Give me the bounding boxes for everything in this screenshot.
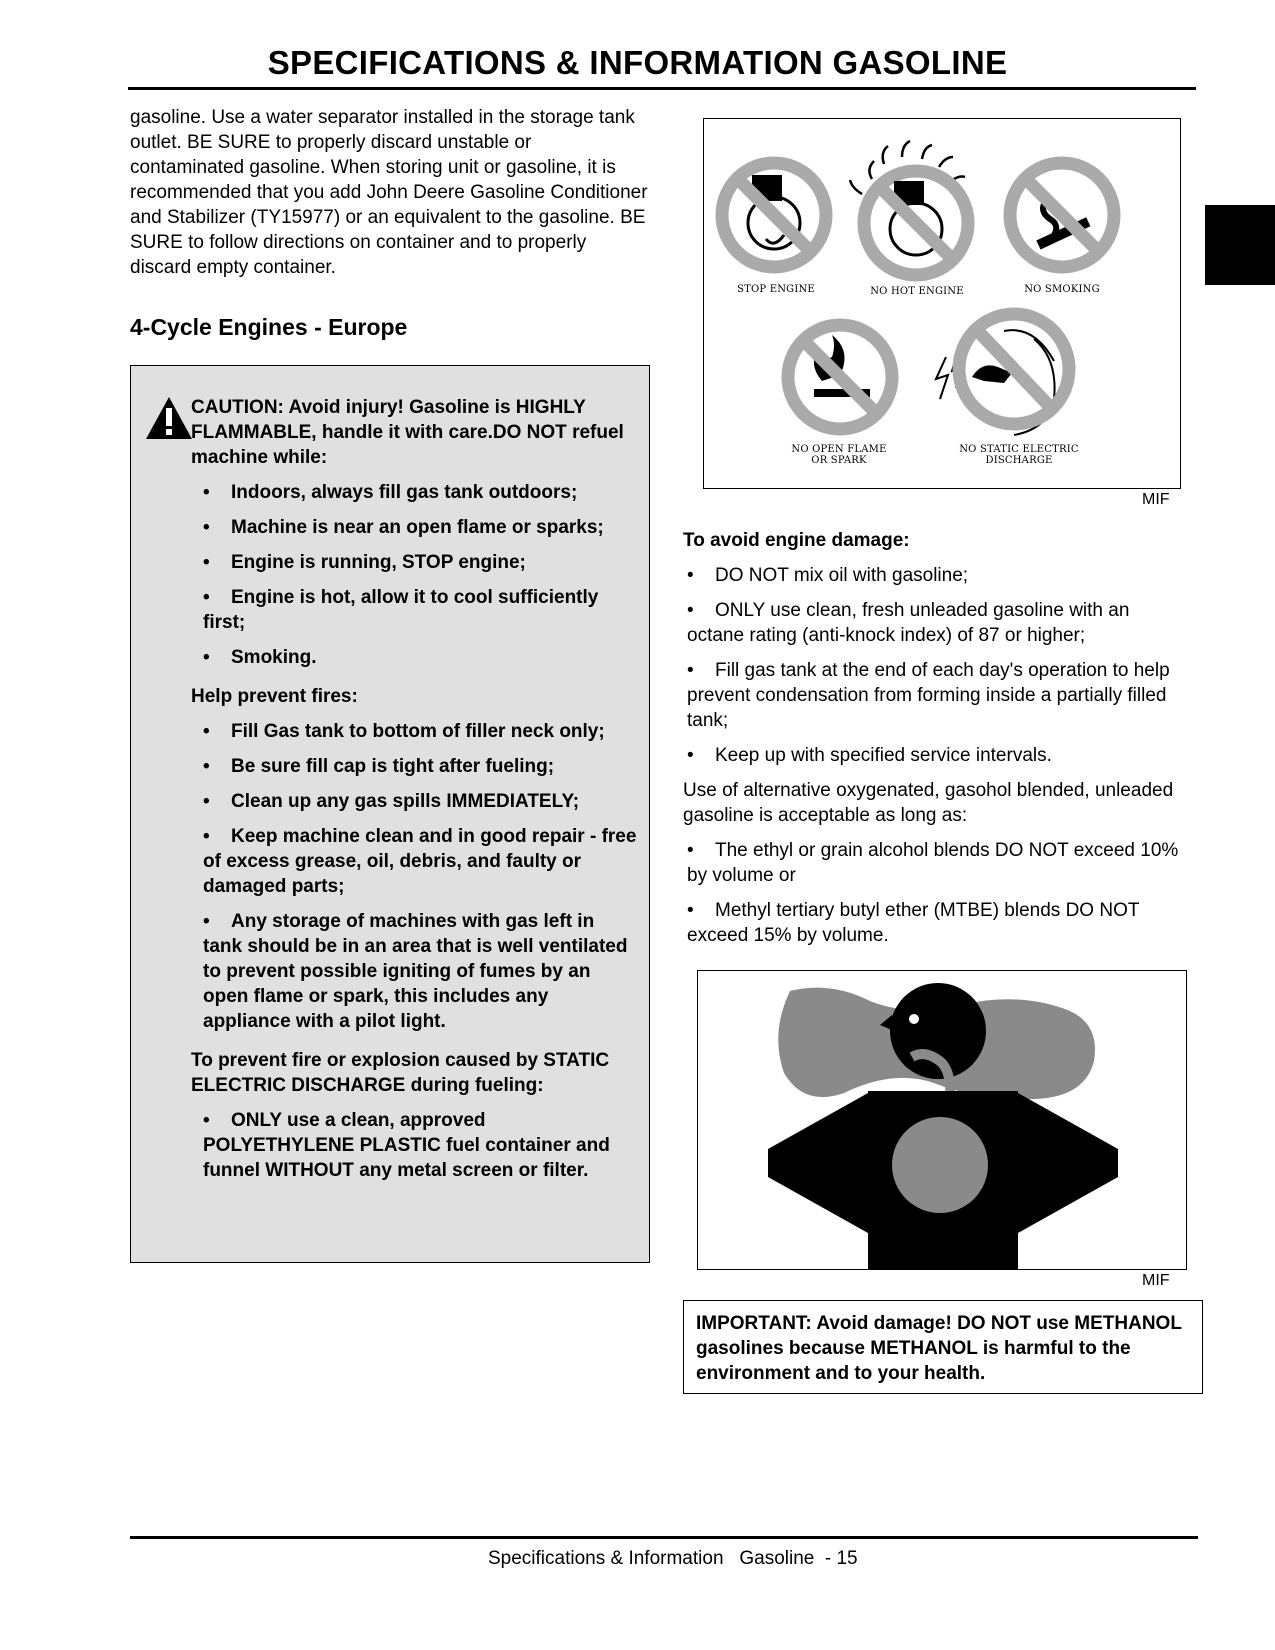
caption-no-smoking: NO SMOKING [1024, 284, 1100, 295]
no-static-discharge-icon [936, 314, 1069, 435]
figure1-label: MIF [1142, 491, 1170, 508]
caution-box [130, 365, 650, 1263]
caption-no-static: NO STATIC ELECTRIC DISCHARGE [959, 444, 1079, 466]
caution-item-hot: • Engine is hot, allow it to cool sufficiently first; [199, 585, 637, 635]
static-item-container: • ONLY use a clean, approved POLYETHYLENE PLASTIC fuel container and funnel WITHOUT any metal screen or filter. [199, 1108, 637, 1183]
alt-item-ethyl: • The ethyl or grain alcohol blends DO NOT exceed 10% by volume or [683, 838, 1183, 888]
caution-item-flame: • Machine is near an open flame or sparks; [199, 515, 637, 540]
engine-damage-heading: To avoid engine damage: [683, 530, 910, 551]
safety-symbols-illustration [704, 119, 1182, 490]
no-open-flame-icon [788, 325, 892, 429]
prevent-item-spills: • Clean up any gas spills IMMEDIATELY; [199, 789, 637, 814]
prevent-item-storage: • Any storage of machines with gas left in tank should be in an area that is well ventilated to prevent possible igniting of fumes by an open flame or spark, this includes any appliance with a pilot light. [199, 909, 637, 1034]
footer-rule [130, 1536, 1198, 1539]
prevent-heading: Help prevent fires: [191, 686, 358, 707]
page-title: SPECIFICATIONS & INFORMATION GASOLINE [267, 44, 1008, 81]
alt-item-mtbe: • Methyl tertiary butyl ether (MTBE) blends DO NOT exceed 15% by volume. [683, 898, 1183, 948]
page-footer: Specifications & Information Gasoline - 15 [488, 1548, 858, 1569]
engine-damage-section [683, 528, 1183, 958]
alt-fuel-intro: Use of alternative oxygenated, gasohol blended, unleaded gasoline is acceptable as long as: [683, 780, 1174, 826]
stop-engine-icon [722, 163, 826, 267]
left-column [130, 105, 650, 341]
prevent-item-clean: • Keep machine clean and in good repair - free of excess grease, oil, debris, and faulty or damaged parts; [199, 824, 637, 899]
no-hot-engine-icon [850, 141, 968, 275]
caption-stop-engine: STOP ENGINE [737, 284, 815, 295]
no-smoking-icon [1010, 163, 1114, 267]
prevent-item-filler: • Fill Gas tank to bottom of filler neck only; [199, 719, 637, 744]
warning-triangle-icon [145, 396, 193, 440]
caption-no-open-flame: NO OPEN FLAME OR SPARK [791, 444, 887, 466]
caution-item-smoking: • Smoking. [199, 645, 637, 670]
intro-paragraph: gasoline. Use a water separator installed in the storage tank outlet. BE SURE to properly discard unstable or contaminated gasoline. When storing unit or gasoline, it is recommended that you add John Deere Gasoline Conditioner and Stabilizer (TY15977) or an equivalent to the gasoline. BE SURE to follow directions on container and to properly discard empty container. [130, 107, 648, 278]
title-rule [128, 87, 1196, 90]
fume-hazard-illustration [698, 971, 1187, 1270]
prevent-item-cap: • Be sure fill cap is tight after fueling; [199, 754, 637, 779]
engine-item-fill: • Fill gas tank at the end of each day's operation to help prevent condensation from forming inside a partially filled tank; [683, 658, 1183, 733]
caution-item-indoors: • Indoors, always fill gas tank outdoors; [199, 480, 637, 505]
engine-item-octane: • ONLY use clean, fresh unleaded gasoline with an octane rating (anti-knock index) of 87 or higher; [683, 598, 1183, 648]
section-tab-marker [1205, 205, 1275, 285]
caution-intro: CAUTION: Avoid injury! Gasoline is HIGHLY FLAMMABLE, handle it with care.DO NOT refuel machine while: [191, 397, 624, 468]
safety-symbols-figure [703, 118, 1181, 489]
important-notice: IMPORTANT: Avoid damage! DO NOT use METHANOL gasolines because METHANOL is harmful to the environment and to your health. [683, 1300, 1203, 1394]
caption-no-hot-engine: NO HOT ENGINE [870, 286, 964, 297]
engine-item-service: • Keep up with specified service intervals. [683, 743, 1183, 768]
caution-item-running: • Engine is running, STOP engine; [199, 550, 637, 575]
figure2-label: MIF [1142, 1272, 1170, 1289]
engine-item-oil: • DO NOT mix oil with gasoline; [683, 563, 1183, 588]
static-heading: To prevent fire or explosion caused by STATIC ELECTRIC DISCHARGE during fueling: [191, 1050, 610, 1096]
section-heading: 4-Cycle Engines - Europe [130, 314, 408, 340]
fume-hazard-figure [697, 970, 1187, 1270]
